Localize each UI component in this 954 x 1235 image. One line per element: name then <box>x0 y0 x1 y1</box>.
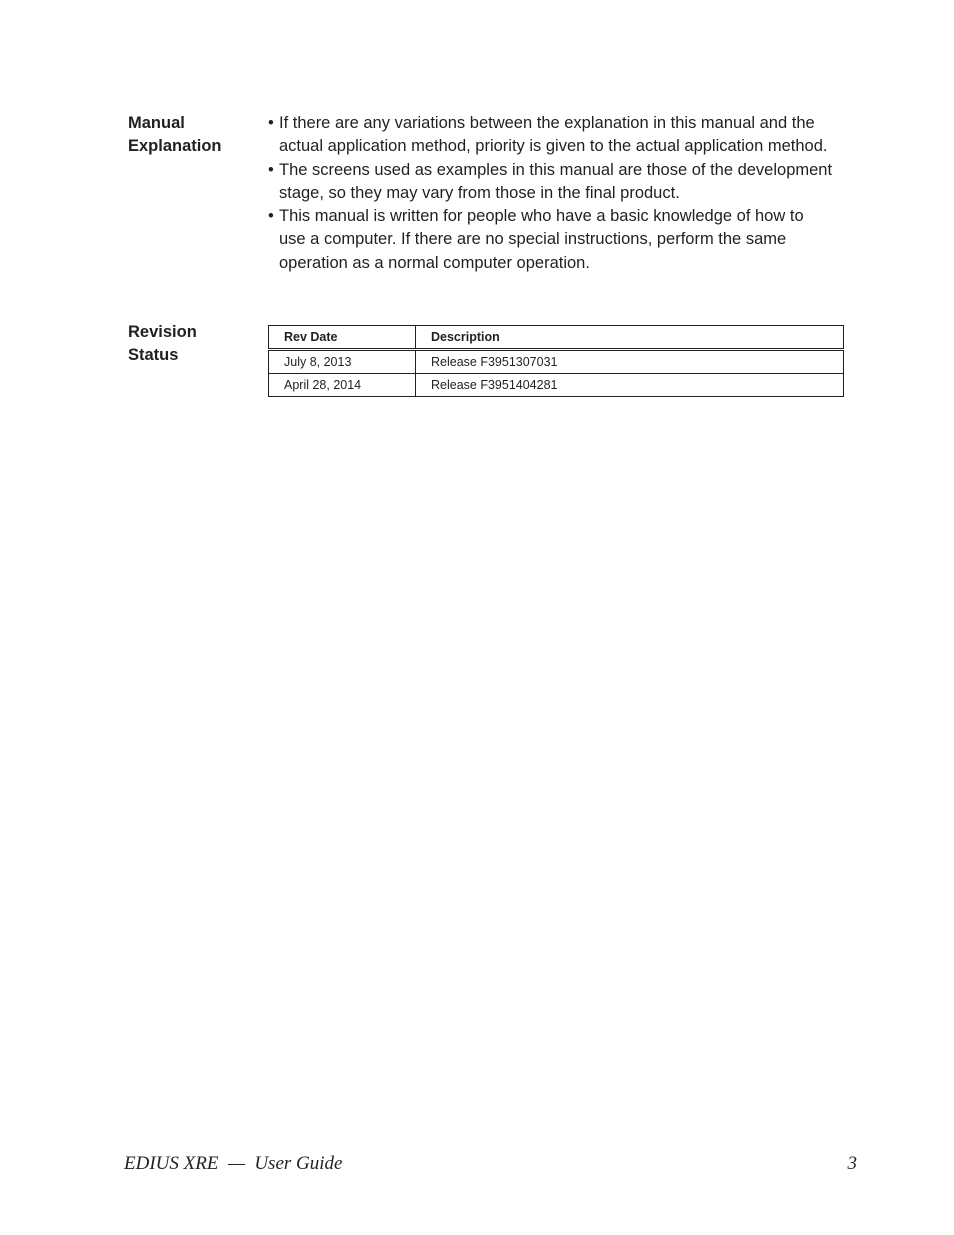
rev-date-cell: April 28, 2014 <box>269 374 416 397</box>
table-row <box>269 350 844 374</box>
bullet-icon: • <box>268 114 274 132</box>
bullet-line: operation as a normal computer operation. <box>279 253 590 272</box>
heading-line: Manual <box>128 114 185 132</box>
list-item <box>268 159 868 206</box>
description-cell: Release F3951404281 <box>416 374 844 397</box>
bullet-line: The screens used as examples in this manual are those of the development <box>279 160 833 179</box>
list-item <box>268 112 868 159</box>
bullet-line: This manual is written for people who have a basic knowledge of how to <box>279 207 804 226</box>
footer-document-title: EDIUS XRE — User Guide <box>124 1153 343 1174</box>
table-row <box>269 374 844 397</box>
bullet-line: use a computer. If there are no special instructions, perform the same <box>279 230 787 249</box>
bullet-icon: • <box>268 160 274 179</box>
bullet-line: stage, so they may vary from those in the final product. <box>279 183 680 202</box>
column-header-description: Description <box>416 326 844 350</box>
section-heading-revision-status <box>128 321 197 367</box>
section-heading-manual-explanation <box>128 112 222 158</box>
revision-table <box>268 325 844 397</box>
table-header-row <box>269 326 844 350</box>
list-item <box>268 205 868 275</box>
bullet-line: actual application method, priority is given to the actual application method. <box>279 137 828 156</box>
bullet-line: If there are any variations between the explanation in this manual and the <box>279 114 815 132</box>
column-header-rev-date: Rev Date <box>269 326 416 350</box>
manual-explanation-list <box>268 112 868 275</box>
heading-line: Status <box>128 346 179 364</box>
footer-page-number: 3 <box>847 1153 857 1174</box>
heading-line: Explanation <box>128 137 222 155</box>
bullet-icon: • <box>268 207 274 226</box>
description-cell: Release F3951307031 <box>416 350 844 374</box>
rev-date-cell: July 8, 2013 <box>269 350 416 374</box>
heading-line: Revision <box>128 323 197 341</box>
